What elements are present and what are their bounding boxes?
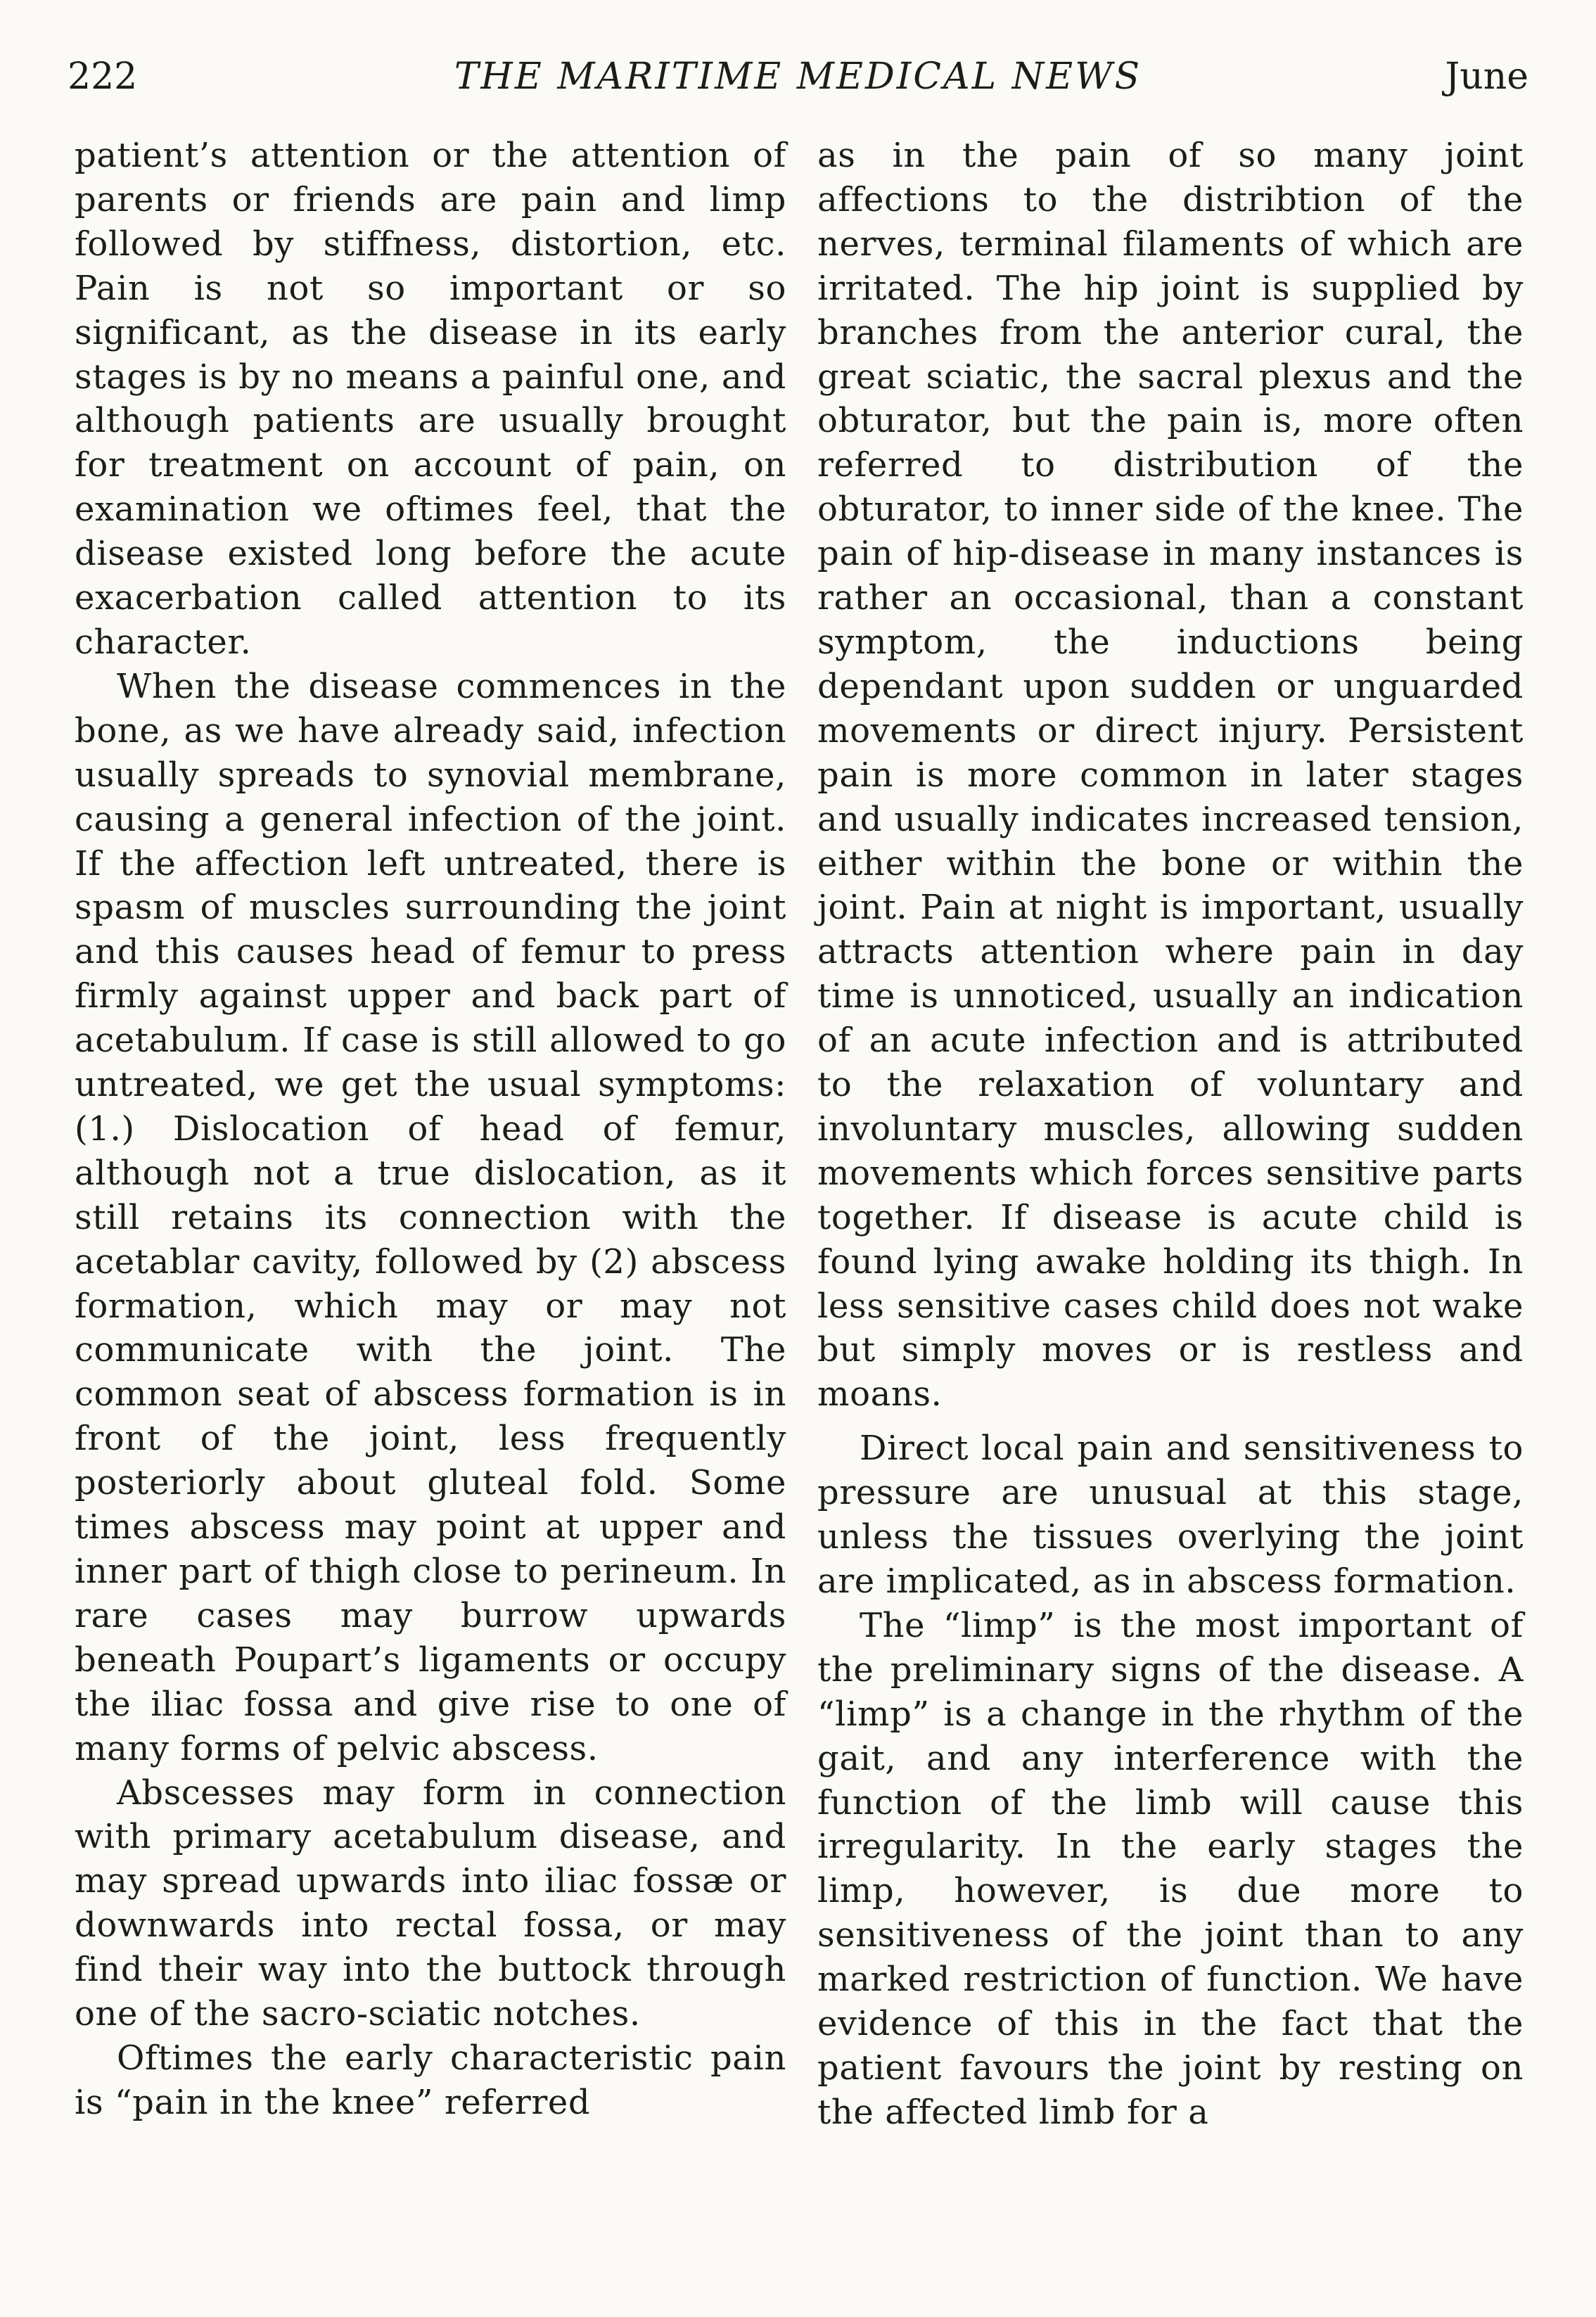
paragraph: Direct local pain and sensitiveness to pressure are unusual at this stage, unless the tissues overlying the joint are implicated, as in abscess formation. [817,1429,1524,1601]
issue-month: June [1445,56,1528,98]
paragraph: patient’s attention or the attention of parents or friends are pain and limp followed by stiffness, distortion, etc. Pain is not so important or so significant, as the disease in its early stages is by no means a painful one, and although patients are usually brought for treatment on account of pain, on examination we oftimes feel, that the disease existed long before the acute exacerbation called attention to its character. [75,136,786,662]
paragraph: as in the pain of so many joint affections to the distribtion of the nerves, terminal filaments of which are irritated. The hip joint is supplied by branches from the anterior cural, the great sciatic, the sacral plexus and the obturator, but the pain is, more often referred to distribution of the obturator, to inner side of the knee. The pain of hip-disease in many instances is rather an occasional, than a constant symptom, the inductions being dependant upon sudden or unguarded movements or direct injury. Persistent pain is more common in later stages and usually indicates increased tension, either within the bone or within the joint. Pain at night is important, usually attracts attention where pain in day time is unnoticed, usually an indication of an acute infection and is attributed to the relaxation of voluntary and involuntary muscles, allowing sudden movements which forces sensitive parts together. If disease is acute child is found lying awake holding its thigh. In less sensitive cases child does not wake but simply moves or is restless and moans. [817,136,1524,1415]
left-column [75,134,786,2125]
journal-title: THE MARITIME MEDICAL NEWS [454,56,1142,98]
paragraph: Abscesses may form in connection with primary acetabulum disease, and may spread upwards into iliac fossæ or downwards into rectal fossa, or may find their way into the buttock through one of the sacro-sciatic notches. [75,1773,786,2034]
paragraph: The “limp” is the most important of the preliminary signs of the disease. A “limp” is a change in the rhythm of the gait, and any interference with the function of the limb will cause this irregularity. In the early stages the limp, however, is due more to sensitiveness of the joint than to any marked restriction of function. We have evidence of this in the fact that the patient favours the joint by resting on the affected limb for a [817,1605,1524,2132]
page-number: 222 [68,56,138,98]
paragraph: Oftimes the early characteristic pain is “pain in the knee” referred [75,2038,786,2122]
running-header [68,52,1528,101]
paragraph: When the disease commences in the bone, as we have already said, infection usually spreads to synovial membrane, causing a general infection of the joint. If the affection left untreated, there is spasm of muscles surrounding the joint and this causes head of femur to press firmly against upper and back part of acetabulum. If case is still allowed to go untreated, we get the usual symptoms: (1.) Dislocation of head of femur, although not a true dislocation, as it still retains its connection with the acetablar cavity, followed by (2) abscess formation, which may or may not communicate with the joint. The common seat of abscess formation is in front of the joint, less frequently posteriorly about gluteal fold. Some times abscess may point at upper and inner part of thigh close to perineum. In rare cases may burrow upwards beneath Poupart’s ligaments or occupy the iliac fossa and give rise to one of many forms of pelvic abscess. [75,666,786,1768]
right-column [817,134,1524,2135]
